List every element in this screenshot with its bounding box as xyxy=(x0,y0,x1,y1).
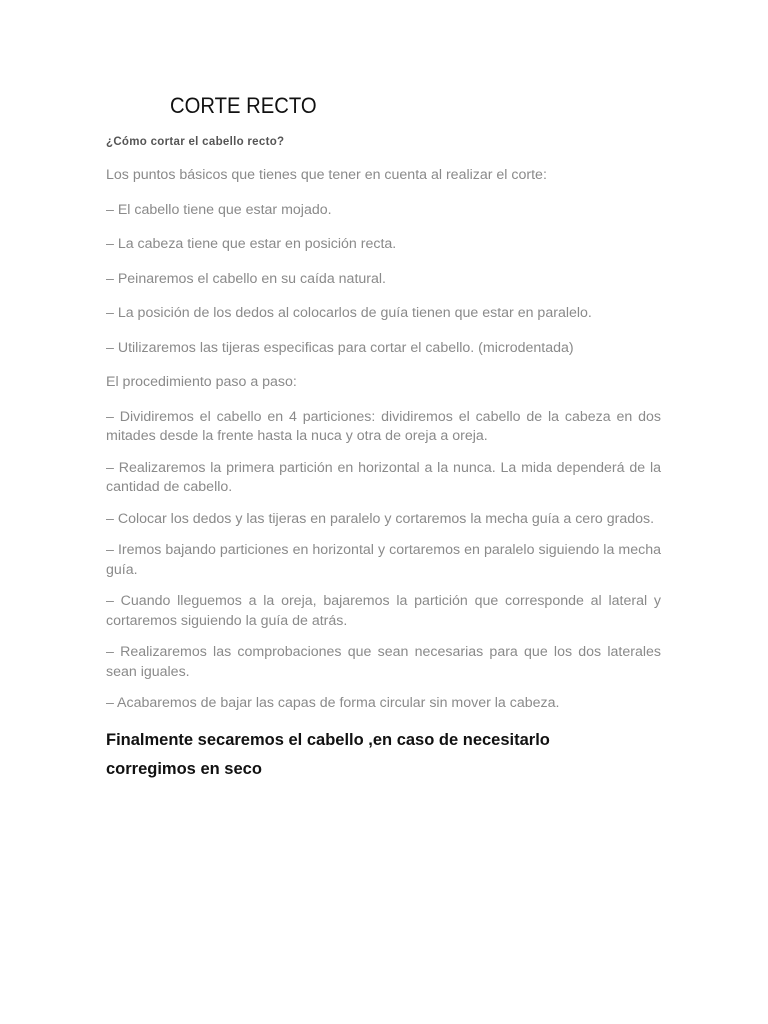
final-note xyxy=(106,726,661,784)
document-title: CORTE RECTO xyxy=(170,93,317,118)
step-item: – Cuando lleguemos a la oreja, bajaremos la partición que corresponde al lateral y cortaremos siguiendo la guía de atrás. xyxy=(106,593,661,629)
step-item: – Realizaremos la primera partición en horizontal a la nunca. La mida dependerá de la cantidad de cabello. xyxy=(106,459,661,495)
document-body xyxy=(106,166,661,784)
intro-paragraph: Los puntos básicos que tienes que tener en cuenta al realizar el corte: xyxy=(106,167,547,183)
list-item: – Utilizaremos las tijeras especificas para cortar el cabello. (microdentada) xyxy=(106,339,574,356)
step-item: – Realizaremos las comprobaciones que sean necesarias para que los dos laterales sean iguales. xyxy=(106,644,661,680)
document-subtitle: ¿Cómo cortar el cabello recto? xyxy=(106,136,285,148)
final-note-line-2: corregimos en seco xyxy=(106,759,262,778)
list-item: – La posición de los dedos al colocarlos de guía tienen que estar en paralelo. xyxy=(106,305,592,321)
steps-heading: El procedimiento paso a paso: xyxy=(106,374,297,390)
step-item: – Iremos bajando particiones en horizontal y cortaremos en paralelo siguiendo la mecha guía. xyxy=(106,542,661,578)
list-item: – La cabeza tiene que estar en posición recta. xyxy=(106,236,397,252)
final-note-line-1: Finalmente secaremos el cabello ,en caso de necesitarlo xyxy=(106,730,550,749)
step-item: – Dividiremos el cabello en 4 particiones: dividiremos el cabello de la cabeza en dos mitades desde la frente hasta la nuca y otra de oreja a oreja. xyxy=(106,408,661,444)
step-item: – Acabaremos de bajar las capas de forma circular sin mover la cabeza. xyxy=(106,695,560,711)
list-item: – El cabello tiene que estar mojado. xyxy=(106,201,332,218)
list-item: – Peinaremos el cabello en su caída natural. xyxy=(106,270,386,287)
step-item: – Colocar los dedos y las tijeras en paralelo y cortaremos la mecha guía a cero grados. xyxy=(106,510,655,527)
